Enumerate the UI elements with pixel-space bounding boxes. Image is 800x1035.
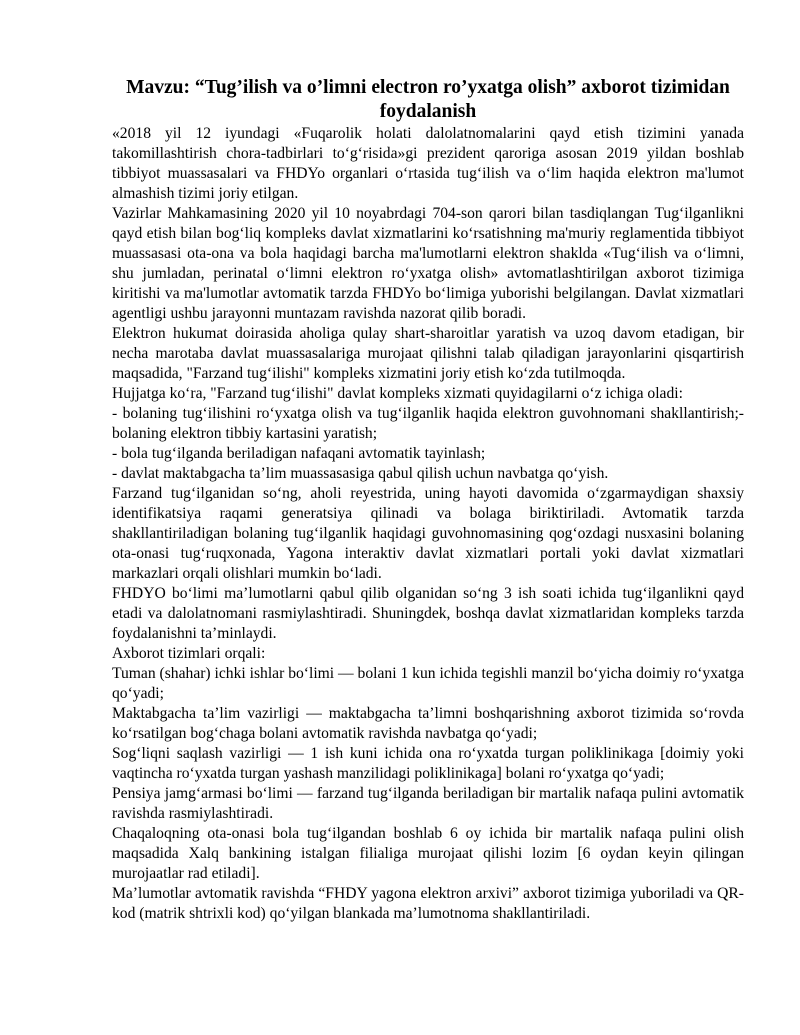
document-page (112, 76, 744, 924)
paragraph-service-includes: Hujjatga ko‘ra, "Farzand tug‘ilishi" davlat kompleks xizmati quyidagilarni o‘z ichiga oladi: (112, 385, 683, 402)
paragraph-internal-affairs: Tuman (shahar) ichki ishlar bo‘limi — bolani 1 kun ichida tegishli manzil bo‘yicha doimiy ro‘yxatga qo‘yadi; (112, 665, 744, 702)
paragraph-pension-fund: Pensiya jamg‘armasi bo‘limi — farzand tug‘ilganda beriladigan bir martalik nafaqa pulini avtomatik ravishda rasmiylashtiradi. (112, 785, 744, 822)
paragraph-newborn-allowance: Chaqaloqning ota-onasi bola tug‘ilgandan boshlab 6 oy ichida bir martalik nafaqa pulini olish maqsadida Xalq bankining istalgan filialiga murojaat qilishi lozim [6 oydan keyin qilingan murojaatlar rad etiladi]. (112, 825, 744, 882)
list-item-kindergarten-queue: - davlat maktabgacha ta’lim muassasasiga qabul qilish uchun navbatga qo‘yish. (112, 465, 609, 482)
paragraph-resolution-704: Vazirlar Mahkamasining 2020 yil 10 noyabrdagi 704-son qarori bilan tasdiqlangan Tug‘ilganlikni qayd etish bilan bog‘liq kompleks davlat xizmatlarini ko‘rsatishning ma'muriy reglamentida tibbiyot muassasasi ota-ona va bola haqidagi barcha ma'lumotlarni elektron shaklda «Tug‘ilish va o‘limni, shu jumladan, perinatal o‘limni elektron ro‘yxatga olish» avtomatlashtirilgan axborot tizimiga kiritishi va ma'lumotlar avtomatik tarzda FHDYo bo‘limiga yuborishi belgilangan. Davlat xizmatlari agentligi ushbu jarayonni muntazam ravishda nazorat qilib boradi. (112, 205, 744, 322)
paragraph-preschool-ministry: Maktabgacha ta’lim vazirligi — maktabgacha ta’limni boshqarishning axborot tizimida so‘rovda ko‘rsatilgan bog‘chaga bolani avtomatik ravishda navbatga qo‘yadi; (112, 705, 744, 742)
document-body (112, 124, 744, 924)
list-item-registration: - bolaning tug‘ilishini ro‘yxatga olish va tug‘ilganlik haqida elektron guvohnomani shakllantirish;- bolaning elektron tibbiy kartasini yaratish; (112, 405, 744, 442)
paragraph-via-systems: Axborot tizimlari orqali: (112, 645, 266, 662)
list-item-allowance: - bola tug‘ilganda beriladigan nafaqani avtomatik tayinlash; (112, 445, 486, 462)
paragraph-decree-2018: «2018 yil 12 iyundagi «Fuqarolik holati dalolatnomalarini qayd etish tizimini yanada takomillashtirish chora-tadbirlari to‘g‘risida»gi prezident qaroriga asosan 2019 yildan boshlab tibbiyot muassasalari va FHDYo organlari o‘rtasida tug‘ilish va o‘lim haqida elektron ma'lumot almashish tizimi joriy etilgan. (112, 125, 744, 202)
paragraph-identification-number: Farzand tug‘ilganidan so‘ng, aholi reyestrida, uning hayoti davomida o‘zgarmaydigan shaxsiy identifikatsiya raqami generatsiya qilinadi va bolaga biriktiriladi. Avtomatik tarzda shakllantiriladigan bolaning tug‘ilganlik haqidagi guvohnomasining qog‘ozdagi nusxasini bolaning ota-onasi tug‘ruqxonada, Yagona interaktiv davlat xizmatlari portali yoki davlat xizmatlari markazlari orqali olishlari mumkin bo‘ladi. (112, 485, 744, 582)
paragraph-fhdyo-processing: FHDYO bo‘limi ma’lumotlarni qabul qilib olganidan so‘ng 3 ish soati ichida tug‘ilganlikni qayd etadi va dalolatnomani rasmiylashtiradi. Shuningdek, boshqa davlat xizmatlaridan kompleks tarzda foydalanishni ta’minlaydi. (112, 585, 744, 642)
paragraph-health-ministry: Sog‘liqni saqlash vazirligi — 1 ish kuni ichida ona ro‘yxatda turgan poliklinikaga [doimiy yoki vaqtincha ro‘yxatda turgan yashash manzilidagi poliklinikaga] bolani ro‘yxatga qo‘yadi; (112, 745, 744, 782)
paragraph-e-government: Elektron hukumat doirasida aholiga qulay shart-sharoitlar yaratish va uzoq davom etadigan, bir necha marotaba davlat muassasalariga murojaat qilishni talab qiladigan jarayonlarini qisqartirish maqsadida, "Farzand tug‘ilishi" kompleks xizmatini joriy etish ko‘zda tutilmoqda. (112, 325, 744, 382)
paragraph-electronic-archive: Ma’lumotlar avtomatik ravishda “FHDY yagona elektron arxivi” axborot tizimiga yuboriladi va QR-kod (matrik shtrixli kod) qo‘yilgan blankada ma’lumotnoma shakllantiriladi. (112, 885, 744, 922)
document-title: Mavzu: “Tug’ilish va o’limni electron ro’yxatga olish” axborot tizimidan foydalanish (126, 77, 730, 122)
